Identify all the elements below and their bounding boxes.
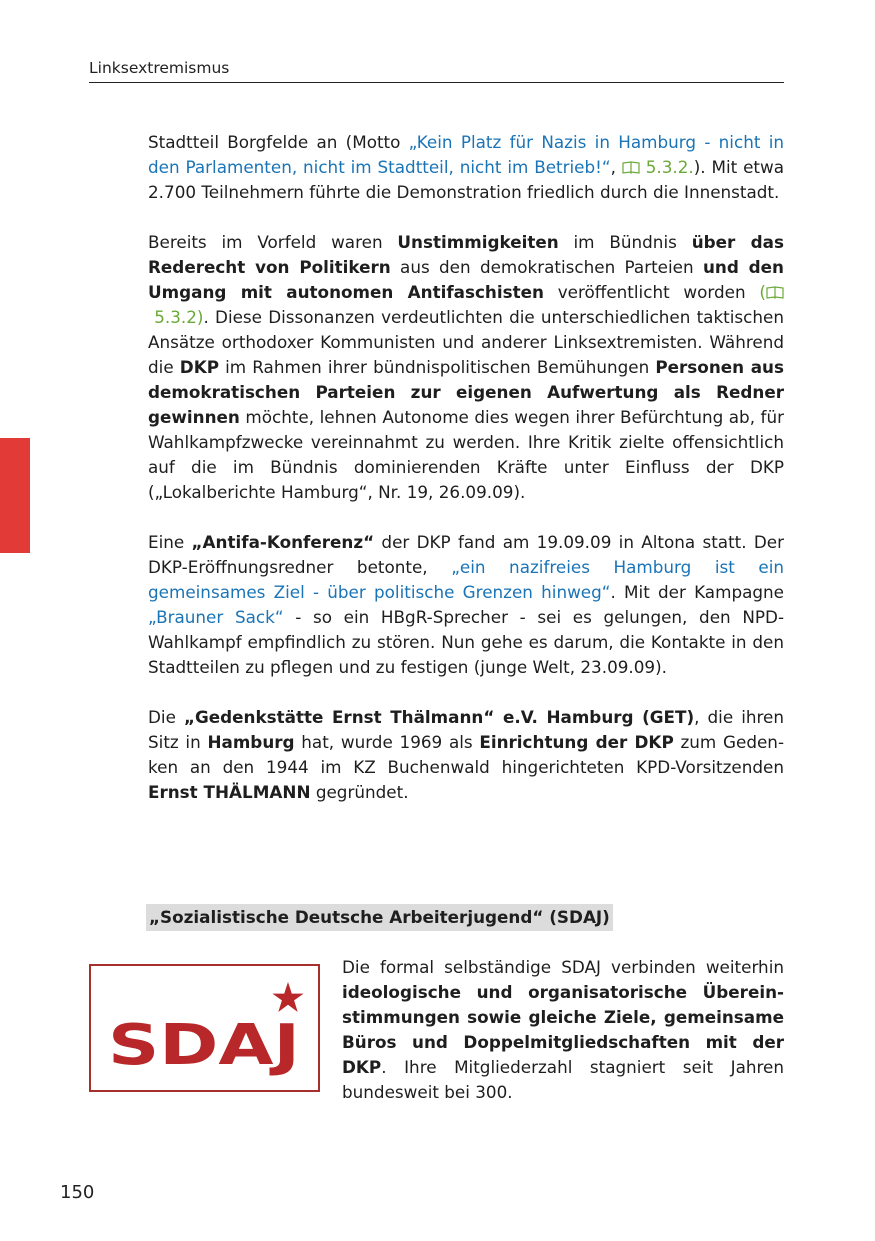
chapter-tab-marker [0,438,30,553]
text: Bereits im Vorfeld waren [148,232,398,252]
cross-reference-link[interactable] [622,157,694,177]
text: im Bündnis [558,232,692,252]
text: hat, wurde 1969 als [294,732,480,752]
emphasis: Hamburg [207,732,295,752]
emphasis: DKP [179,357,219,377]
text: . Ihre Mitgliederzahl stagniert seit Jahren bundesweit bei 300. [342,1057,784,1102]
text: möchte, lehnen Autonome dies wegen ihrer Befürchtung ab, für Wahlkampfzwecke vereinnahmt zu werden. Ihre Kritik zielte offensichtlich auf die im Bündnis dominierenden Kräfte unter Einfluss der DKP („Lokalberichte Hamburg“, Nr. 19, 26.09.09). [148,407,784,502]
text: gegründet. [310,782,409,802]
star-icon [272,982,303,1012]
sdaj-logo-graphic [91,966,318,1090]
paragraph-gedenkstaette [148,705,784,805]
motto-quote: „Kein Platz für Nazis in Hamburg - nicht in den Parlamenten, nicht im Stadtteil, nicht im Betrieb!“ [148,132,784,177]
emphasis: über das Rederecht von Politikern [148,232,784,277]
emphasis: Unstimmigkeiten [397,232,559,252]
paragraph-disagreements [148,230,784,505]
emphasis: Einrichtung der DKP [479,732,674,752]
book-icon [766,286,784,299]
text: veröffentlicht worden [543,282,760,302]
reference-open-paren: ( [759,282,766,302]
speaker-quote: „ein nazifreies Hamburg ist ein gemeinsames Ziel - über politische Grenzen hinweg“ [148,557,785,602]
sdaj-description [342,955,784,1105]
text: ). Mit etwa 2.700 Teilnehmern führte die Demonstration friedlich durch die Innenstadt. [148,157,784,202]
emphasis: Ernst THÄLMANN [148,782,311,802]
page-number: 150 [60,1182,95,1203]
emphasis: Personen aus demokratischen Parteien zur eigenen Aufwertung als Redner gewinnen [148,357,784,427]
emphasis: ideologische und organisatorische Übereinstimmungen sowie gleiche Ziele, gemeinsame Büros und Doppelmitgliedschaften mit der DKP [342,982,784,1077]
emphasis: und den Umgang mit autonomen Antifaschisten [148,257,784,302]
text: - so ein HBgR-Sprecher - sei es gelungen, den NPD-Wahlkampf empfindlich zu stören. Nun gehe es darum, die Kontakte in den Stadtteilen zu pflegen und zu festigen (junge Welt, 23.09.09). [148,607,784,677]
emphasis: „Gedenkstätte Ernst Thälmann“ e.V. Hamburg (GET) [183,707,695,727]
text: der DKP fand am 19.09.09 in Altona statt. Der DKP-Eröffnungsredner betonte, [148,532,784,577]
section-heading: „Sozialistische Deutsche Arbeiterjugend“ (SDAJ) [146,904,613,931]
emphasis: „Antifa-Konferenz“ [191,532,375,552]
paragraph-antifa-conference [148,530,784,680]
paragraph-demonstration [148,130,784,205]
text: Eine [148,532,192,552]
text: aus den demokratischen Parteien [390,257,703,277]
logo-lettering: SDAJ [108,1013,300,1078]
text: Stadtteil Borgfelde an (Motto [148,132,409,152]
text: zum Gedenken an den 1944 im KZ Buchenwald hingerichteten KPD-Vorsitzenden [148,732,784,777]
text: Die formal selbständige SDAJ verbinden weiterhin [342,957,784,977]
reference-number: 5.3.2. [645,157,694,177]
running-head [89,58,784,83]
text: . Diese Dissonanzen verdeutlichten die unterschiedlichen taktischen Ansätze orthodoxer Kommunisten und anderer Linksextremisten. Während die [148,307,784,377]
running-title: Linksextremismus [89,59,230,77]
text: , die ihren Sitz in [148,707,784,752]
text: Die [148,707,184,727]
sdaj-logo [89,964,320,1092]
book-icon [622,161,640,174]
campaign-quote: „Brauner Sack“ [148,607,284,627]
text: . Mit der Kampagne [610,582,784,602]
reference-number: 5.3.2) [154,307,204,327]
text: im Rahmen ihrer bündnispolitischen Bemühungen [219,357,656,377]
text: , [610,157,622,177]
main-text [148,130,784,805]
